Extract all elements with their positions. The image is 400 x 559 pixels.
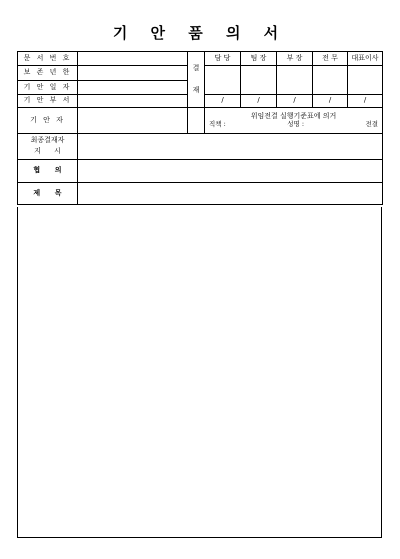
delegation-name-label: 성명 : (287, 119, 305, 128)
retention-field[interactable] (78, 66, 188, 81)
draft-date-label: 기 안 일 자 (18, 81, 78, 95)
subject-label: 제 목 (18, 183, 78, 205)
delegation-decision-label: 전결 (365, 119, 378, 128)
document-body-area[interactable] (17, 207, 382, 538)
date-slot-dept-head[interactable]: / (277, 95, 313, 108)
draft-date-field[interactable] (78, 81, 188, 95)
signature-box-managing-director[interactable] (313, 66, 348, 95)
subject-field[interactable] (78, 183, 383, 205)
date-slot-staff[interactable]: / (205, 95, 241, 108)
consultation-label: 협 의 (18, 160, 78, 183)
signature-box-ceo[interactable] (348, 66, 383, 95)
draft-dept-label: 기 안 부 서 (18, 95, 78, 108)
doc-number-label: 문 서 번 호 (18, 52, 78, 66)
delegation-criteria-text: 위임전결 실행기준표에 의거 (250, 112, 337, 121)
position-header-staff: 담 당 (205, 52, 241, 66)
approval-side-char-1: 결 (192, 63, 200, 72)
instruction-text: 지 시 (34, 147, 61, 155)
document-title: 기 안 품 의 서 (112, 24, 288, 42)
final-approver-label (18, 134, 78, 160)
draft-dept-field[interactable] (78, 95, 188, 108)
position-header-ceo: 대표이사 (348, 52, 383, 66)
position-header-dept-head: 부 장 (277, 52, 313, 66)
final-approver-instruction-field[interactable] (78, 134, 383, 160)
date-slot-managing-director[interactable]: / (313, 95, 348, 108)
position-header-managing-director: 전 무 (313, 52, 348, 66)
drafter-label: 기 안 자 (18, 108, 78, 134)
drafter-field[interactable] (78, 108, 188, 134)
signature-box-team-lead[interactable] (241, 66, 277, 95)
approval-side-char-2: 재 (192, 85, 200, 94)
position-header-team-lead: 팀 장 (241, 52, 277, 66)
date-slot-team-lead[interactable]: / (241, 95, 277, 108)
approval-side-spacer (188, 108, 205, 134)
approval-side-label (188, 52, 205, 108)
delegation-position-label: 직책 : (209, 119, 226, 128)
signature-box-staff[interactable] (205, 66, 241, 95)
delegation-box (205, 108, 383, 134)
signature-box-dept-head[interactable] (277, 66, 313, 95)
approval-header-table (17, 51, 383, 205)
date-slot-ceo[interactable]: / (348, 95, 383, 108)
retention-label: 보 존 년 한 (18, 66, 78, 81)
doc-number-field[interactable] (78, 52, 188, 66)
consultation-field[interactable] (78, 160, 383, 183)
final-approver-text: 최종결재자 (30, 136, 65, 145)
